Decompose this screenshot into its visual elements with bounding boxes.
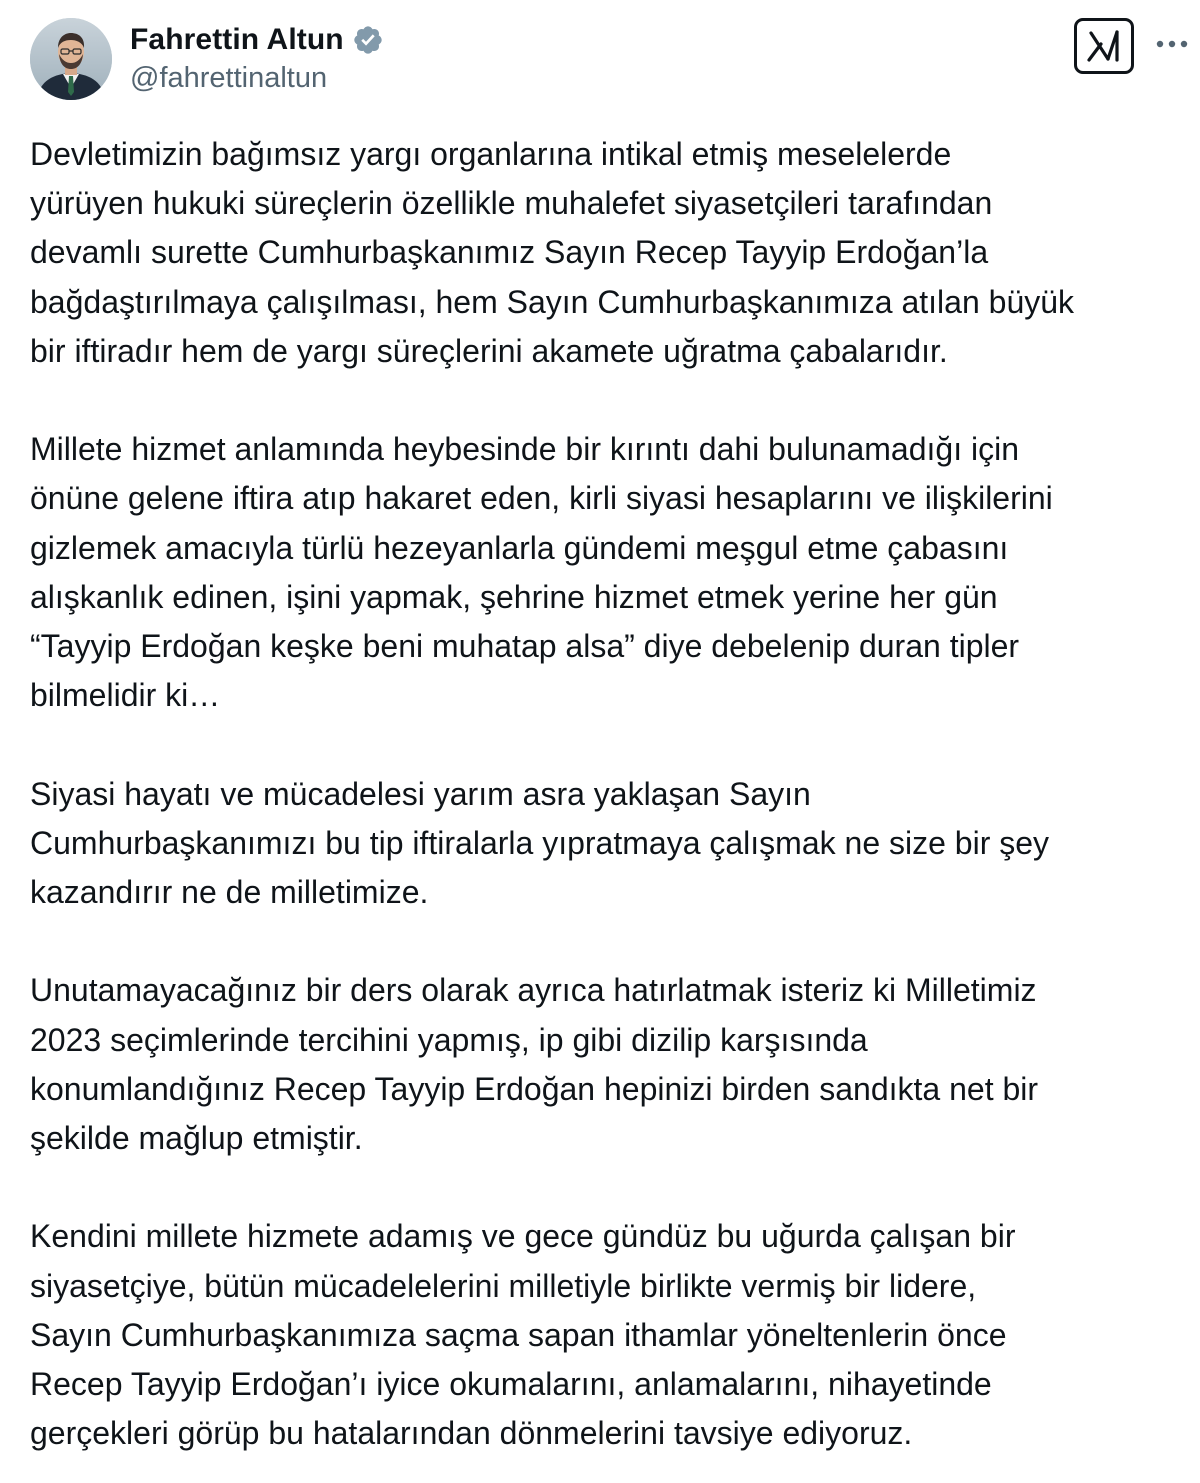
avatar[interactable] [30,18,112,100]
post-paragraph-1: Devletimizin bağımsız yargı organlarına intikal etmiş meselelerde yürüyen hukuki süreçlerin özellikle muhalefet siyasetçileri tarafından devamlı surette Cumhurbaşkanımız Sayın Recep Tayyip Erdoğan’la bağdaştırılmaya çalışılması, hem Sayın Cumhurbaşkanımıza atılan büyük bir iftiradır hem de yargı süreçlerini akamete uğratma çabalarıdır. [30,136,1075,369]
grok-icon [1086,29,1122,63]
grok-button[interactable] [1074,18,1134,74]
post-paragraph-3: Siyasi hayatı ve mücadelesi yarım asra yaklaşan Sayın Cumhurbaşkanımızı bu tip iftiralarla yıpratmaya çalışmak ne size bir şey kazandırır ne de milletimize. [30,775,1050,911]
post-text [30,130,1195,1458]
post-paragraph-2: Millete hizmet anlamında heybesinde bir kırıntı dahi bulunamadığı için önüne gelene iftira atıp hakaret eden, kirli siyasi hesaplarını ve ilişkilerini gizlemek amacıyla türlü hezeyanlarla gündemi meşgul etme çabasını alışkanlık edinen, işini yapmak, şehrine hizmet etmek yerine her gün “Tayyip Erdoğan keşke beni muhatap alsa” diye debelenip duran tipler bilmelidir ki… [30,431,1053,714]
post-paragraph-4: Unutamayacağınız bir ders olarak ayrıca hatırlatmak isteriz ki Milletimiz 2023 seçimlerinde tercihini yapmış, ip gibi dizilip karşısında konumlandığınız Recep Tayyip Erdoğan hepinizi birden sandıkta net bir şekilde mağlup etmiştir. [30,972,1039,1157]
author-handle[interactable]: @fahrettinaltun [130,62,328,94]
verified-badge-icon[interactable] [352,24,384,56]
post-header [30,18,1190,102]
author-info [130,20,384,95]
author-display-name[interactable]: Fahrettin Altun [130,23,344,56]
more-options-button[interactable] [1154,32,1190,56]
avatar-photo-icon [30,18,112,100]
post-paragraph-5: Kendini millete hizmete adamış ve gece gündüz bu uğurda çalışan bir siyasetçiye, bütün mücadelelerini milletiyle birlikte vermiş bir lidere, Sayın Cumhurbaşkanımıza saçma sapan ithamlar yöneltenlerin önce Recep Tayyip Erdoğan’ı iyice okumalarını, anlamalarını, nihayetinde gerçekleri görüp bu hatalarından dönmelerini tavsiye ediyoruz. [30,1218,1016,1452]
name-row [130,20,384,60]
more-options-icon [1155,39,1189,49]
